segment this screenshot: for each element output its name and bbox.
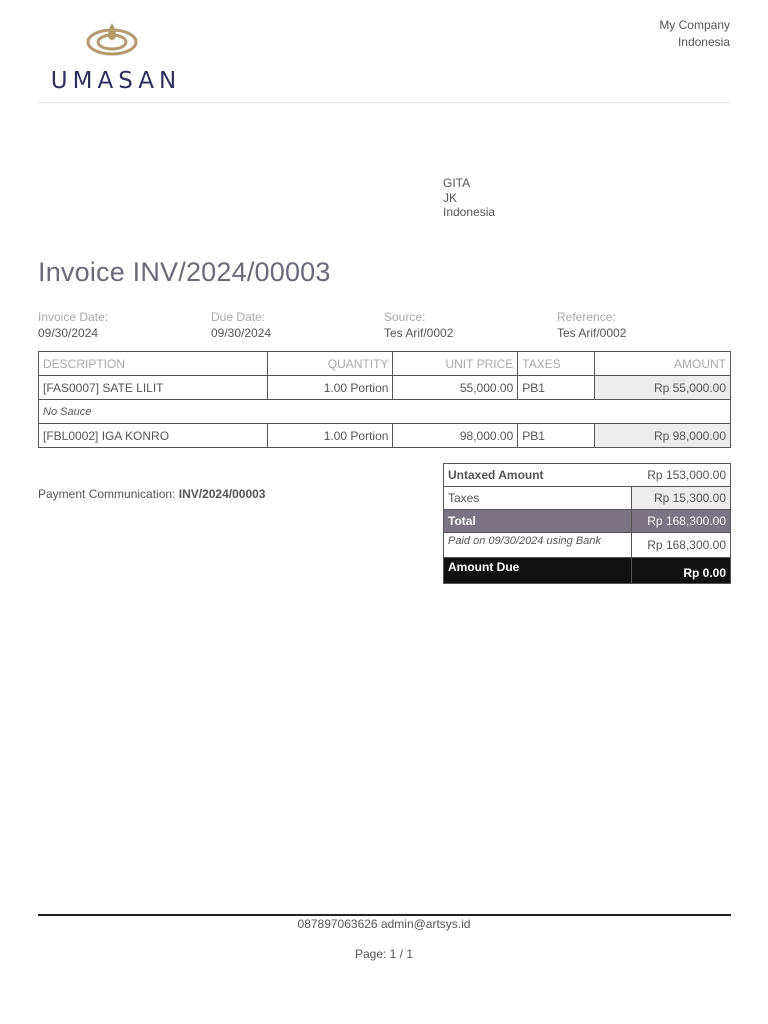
partner-state: JK xyxy=(443,190,458,205)
reference-label: Reference: xyxy=(557,310,616,324)
invoice-title: Invoice INV/2024/00003 xyxy=(38,257,331,287)
line-unit-price: 98,000.00 xyxy=(393,424,518,448)
company-country: Indonesia xyxy=(677,35,730,49)
paid-label: Paid on 09/30/2024 using Bank xyxy=(444,533,632,558)
line-description: [FAS0007] SATE LILIT xyxy=(39,376,268,400)
company-name: My Company xyxy=(659,18,730,32)
table-header-row xyxy=(39,352,731,376)
company-logo xyxy=(46,20,186,95)
totals-table xyxy=(443,463,731,584)
paid-row xyxy=(444,533,731,558)
taxes-value: Rp 15,300.00 xyxy=(632,487,731,510)
amount-due-value: Rp 0.00 xyxy=(632,558,731,584)
header-divider xyxy=(38,102,730,103)
payment-communication-label: Payment Communication: xyxy=(38,487,176,501)
line-note: No Sauce xyxy=(39,400,731,424)
header-quantity: QUANTITY xyxy=(267,352,393,376)
source-value: Tes Arif/0002 xyxy=(384,326,454,340)
header-taxes: TAXES xyxy=(518,352,595,376)
line-description: [FBL0002] IGA KONRO xyxy=(39,424,268,448)
source-block xyxy=(384,309,453,341)
partner-name: GITA xyxy=(443,176,471,190)
company-address xyxy=(659,17,730,51)
partner-country: Indonesia xyxy=(443,205,496,219)
table-row xyxy=(39,376,731,400)
invoice-date-label: Invoice Date: xyxy=(38,310,109,324)
line-quantity: 1.00 Portion xyxy=(267,424,393,448)
reference-block xyxy=(557,309,626,341)
table-note-row xyxy=(39,400,731,424)
invoice-date-block xyxy=(38,309,108,341)
line-quantity: 1.00 Portion xyxy=(267,376,393,400)
taxes-label: Taxes xyxy=(444,487,632,510)
payment-communication xyxy=(38,487,265,501)
header-unit-price: UNIT PRICE xyxy=(393,352,518,376)
paid-value: Rp 168,300.00 xyxy=(632,533,731,558)
due-date-value: 09/30/2024 xyxy=(211,326,272,340)
total-value: Rp 168,300.00 xyxy=(632,510,731,533)
line-amount: Rp 55,000.00 xyxy=(595,376,731,400)
amount-due-label: Amount Due xyxy=(444,558,632,584)
page-number: Page: 1 / 1 xyxy=(354,947,414,961)
untaxed-value: Rp 153,000.00 xyxy=(632,464,731,487)
invoice-date-value: 09/30/2024 xyxy=(38,326,99,340)
due-date-label: Due Date: xyxy=(211,310,266,324)
reference-value: Tes Arif/0002 xyxy=(557,326,627,340)
total-row xyxy=(444,510,731,533)
line-taxes: PB1 xyxy=(518,424,595,448)
header-description: DESCRIPTION xyxy=(39,352,268,376)
partner-address xyxy=(443,176,495,220)
table-row xyxy=(39,424,731,448)
due-date-block xyxy=(211,309,271,341)
taxes-row xyxy=(444,487,731,510)
total-label: Total xyxy=(444,510,632,533)
payment-communication-value: INV/2024/00003 xyxy=(178,487,266,501)
header-amount: AMOUNT xyxy=(595,352,731,376)
footer-contact: 087897063626 admin@artsys.id xyxy=(297,917,471,931)
source-label: Source: xyxy=(384,310,426,324)
line-unit-price: 55,000.00 xyxy=(393,376,518,400)
untaxed-row xyxy=(444,464,731,487)
line-amount: Rp 98,000.00 xyxy=(595,424,731,448)
svg-text:UMASAN: UMASAN xyxy=(50,68,182,94)
line-taxes: PB1 xyxy=(518,376,595,400)
amount-due-row xyxy=(444,558,731,584)
footer-divider xyxy=(38,914,731,916)
logo-mark-icon xyxy=(46,20,186,95)
invoice-lines-table xyxy=(38,351,731,448)
untaxed-label: Untaxed Amount xyxy=(444,464,632,487)
